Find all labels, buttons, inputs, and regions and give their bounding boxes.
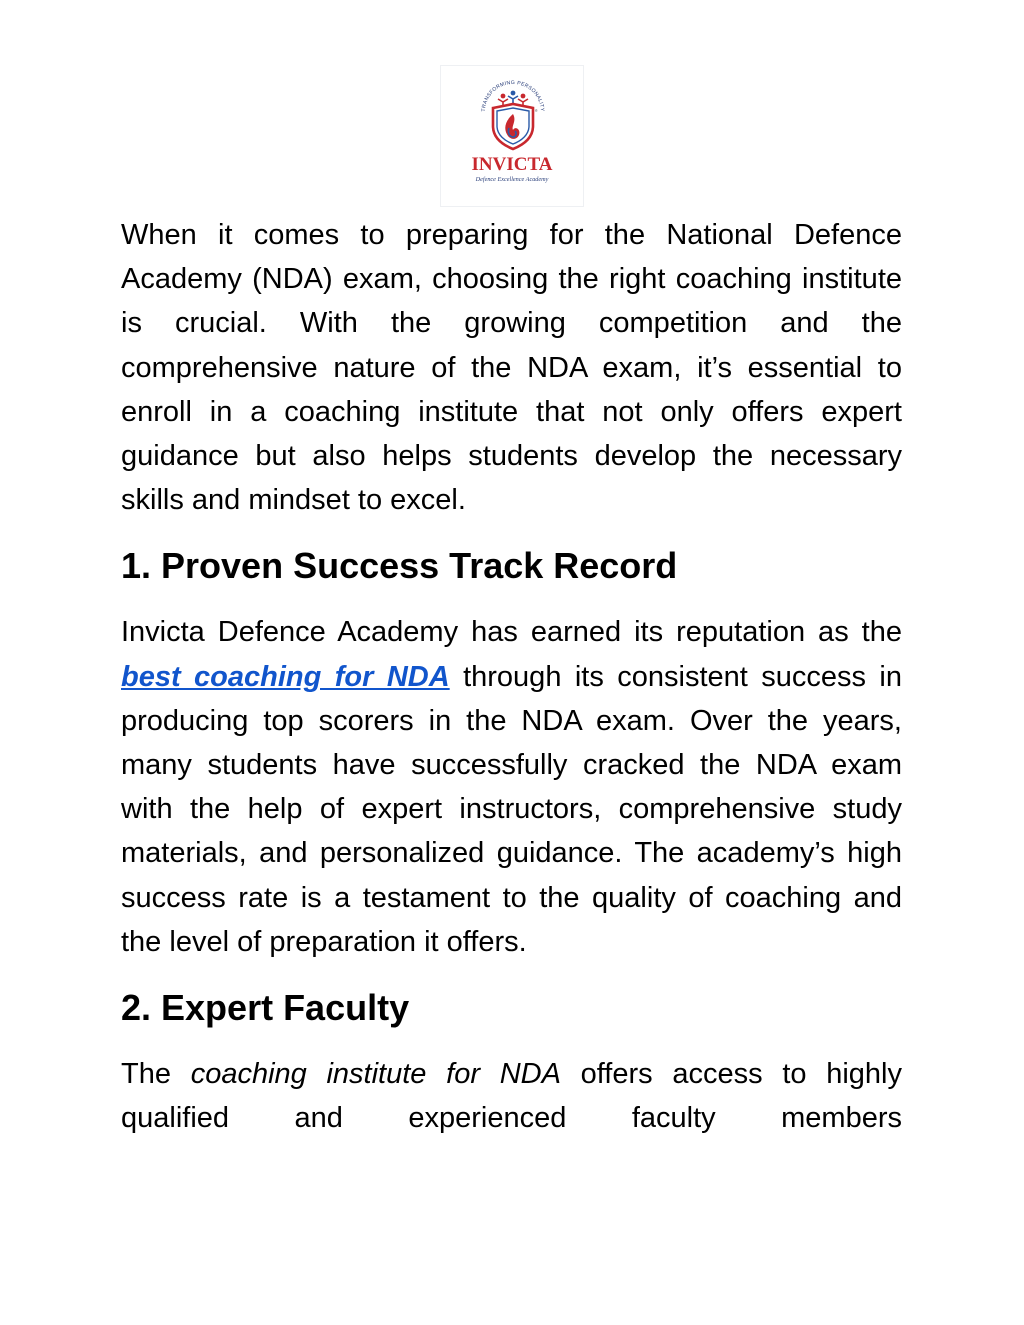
logo-tagline-text: Defence Excellence Academy bbox=[475, 176, 549, 183]
figure-head-icon bbox=[521, 94, 526, 99]
invicta-logo bbox=[440, 65, 584, 207]
section-2-heading: 2. Expert Faculty bbox=[121, 987, 410, 1029]
document-body bbox=[121, 213, 902, 1140]
section-2-text-after: offers access to highly qualified and experienced faculty members bbox=[121, 1058, 902, 1135]
section-2-text-before: The bbox=[121, 1058, 191, 1091]
section-1-heading: 1. Proven Success Track Record bbox=[121, 545, 678, 587]
logo-arc-text: TRANSFORMING PERSONALITY bbox=[480, 79, 546, 112]
section-2-emphasis: coaching institute for NDA bbox=[190, 1058, 561, 1091]
section-1-text-before: Invicta Defence Academy has earned its reputation as the bbox=[121, 616, 902, 649]
logo-brand-text: INVICTA bbox=[471, 154, 553, 175]
figure-head-icon bbox=[501, 94, 506, 99]
best-coaching-nda-link[interactable]: best coaching for NDA bbox=[121, 660, 450, 693]
svg-text:®: ® bbox=[535, 109, 538, 113]
figure-head-icon bbox=[511, 91, 516, 96]
section-2-paragraph bbox=[121, 1052, 902, 1140]
intro-paragraph: When it comes to preparing for the National Defence Academy (NDA) exam, choosing the right coaching institute is crucial. With the growing competition and the comprehensive nature of the NDA exam, it’s essential to enroll in a coaching institute that not only offers expert guidance but also helps students develop the necessary skills and mindset to excel. bbox=[121, 219, 902, 517]
section-1-text-after: through its consistent success in producing top scorers in the NDA exam. Over the years, many students have successfully cracked the NDA exam with the help of expert instructors, comprehensive study materials, and personalized guidance. The academy’s high success rate is a testament to the quality of coaching and the level of preparation it offers. bbox=[121, 660, 902, 958]
section-1-paragraph bbox=[121, 610, 902, 964]
